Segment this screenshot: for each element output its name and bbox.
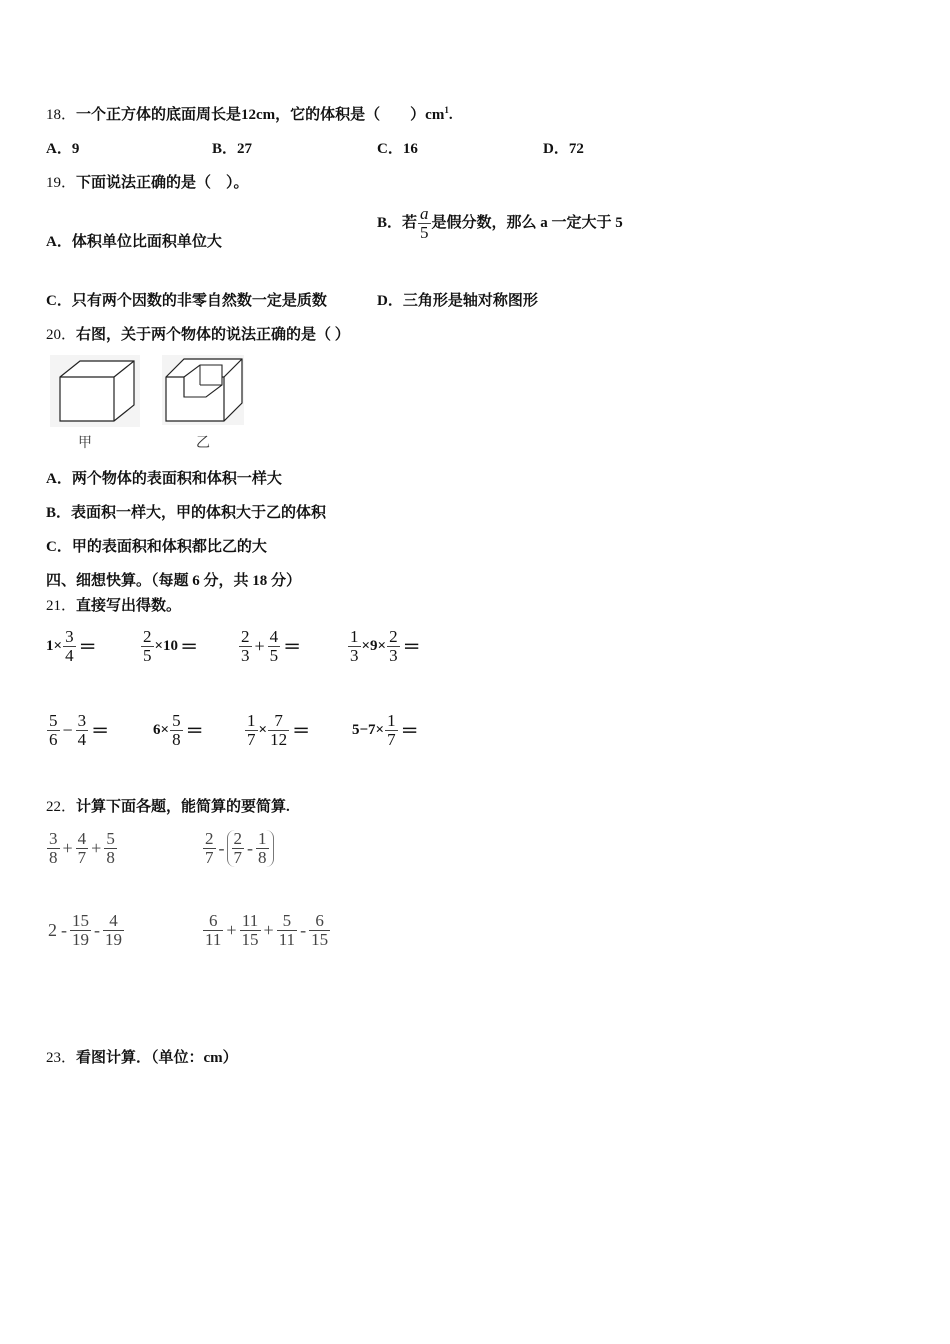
- fraction: [268, 712, 289, 749]
- numerator: 6: [203, 912, 223, 931]
- q19-option-a[interactable]: [46, 230, 222, 251]
- figure-label-jia: 甲: [78, 435, 92, 451]
- superscript: 1: [444, 105, 449, 115]
- question-22: [46, 795, 290, 816]
- q21-expr-3: [238, 628, 303, 665]
- numerator: 4: [103, 912, 124, 931]
- question-text: 一个正方体的底面周长是12cm，它的体积是（ ）cm: [76, 107, 445, 123]
- q22-calc-1: [46, 830, 118, 867]
- equals: ＝: [91, 721, 110, 742]
- option-label: D．: [543, 141, 569, 157]
- denominator: 5: [143, 645, 152, 665]
- question-19: [46, 171, 249, 192]
- numerator: 7: [268, 712, 289, 731]
- denominator: 7: [233, 847, 242, 867]
- fraction: [232, 830, 245, 867]
- question-20: [46, 323, 350, 344]
- q21-expr-1: [46, 628, 99, 665]
- operator: -: [247, 837, 253, 858]
- fraction: [76, 830, 89, 867]
- fraction: [239, 628, 252, 665]
- operator: -: [94, 919, 100, 940]
- cube-figure-jia: [50, 355, 140, 427]
- fraction: [141, 628, 154, 665]
- option-post: 是假分数，那么 a 一定大于 5: [431, 214, 623, 231]
- operator: -: [218, 837, 225, 858]
- q22-calc-3: [46, 912, 125, 949]
- q19-option-c[interactable]: [46, 289, 327, 310]
- operator: +: [254, 635, 265, 656]
- question-text: 直接写出得数。: [76, 598, 182, 614]
- fraction: [203, 830, 216, 867]
- numerator: 4: [77, 829, 87, 848]
- denominator: 15: [241, 929, 259, 949]
- fraction: [63, 628, 76, 665]
- fraction: [309, 912, 330, 949]
- option-text: 体积单位比面积单位大: [71, 234, 222, 250]
- option-label: B．: [212, 141, 238, 157]
- q18-option-a[interactable]: [46, 137, 79, 158]
- fraction: [256, 830, 269, 867]
- numerator: 3: [77, 711, 87, 730]
- numerator: a: [420, 204, 429, 223]
- expr-prefix: 6×: [153, 721, 170, 738]
- denominator: 8: [258, 847, 267, 867]
- fraction: [240, 912, 261, 949]
- denominator: 19: [72, 929, 89, 949]
- question-text: 计算下面各题，能简算的要简算.: [76, 799, 290, 815]
- parentheses: [227, 830, 274, 867]
- option-text: 甲的表面积和体积都比乙的大: [71, 539, 267, 555]
- question-number: 21．: [46, 598, 77, 614]
- operator: ×: [258, 721, 268, 738]
- option-value: 27: [237, 141, 253, 157]
- fraction: [76, 712, 89, 749]
- numerator: 4: [269, 627, 279, 646]
- option-value: 16: [402, 141, 418, 157]
- numerator: 1: [350, 627, 359, 646]
- fraction: [385, 712, 398, 749]
- equals: ＝: [78, 637, 97, 658]
- q18-option-d[interactable]: [543, 137, 584, 158]
- cube-figure-yi: [162, 355, 244, 425]
- fraction: [103, 912, 124, 949]
- option-label: C．: [46, 539, 72, 555]
- numerator: 2: [233, 829, 242, 848]
- fraction: [70, 912, 91, 949]
- denominator: 12: [270, 729, 288, 749]
- denominator: 19: [105, 929, 122, 949]
- option-text: 三角形是轴对称图形: [402, 293, 538, 309]
- numerator: 3: [49, 829, 58, 848]
- numerator: 3: [65, 627, 74, 646]
- denominator: 11: [205, 929, 222, 949]
- option-text: 两个物体的表面积和体积一样大: [71, 471, 282, 487]
- whole-number: 2: [48, 919, 57, 940]
- q21-expr-4: [347, 628, 423, 665]
- fraction: [387, 628, 400, 665]
- expr-suffix: ×10: [154, 637, 179, 654]
- denominator: 6: [49, 729, 58, 749]
- numerator: 2: [241, 627, 250, 646]
- option-pre: 若: [402, 214, 418, 231]
- option-value: 9: [71, 141, 80, 157]
- denominator: 8: [172, 729, 181, 749]
- numerator: 5: [277, 912, 297, 931]
- question-number: 23．: [46, 1050, 77, 1066]
- fraction: [203, 912, 223, 949]
- operator: +: [263, 919, 274, 940]
- denominator: 7: [387, 729, 396, 749]
- denominator: 8: [106, 847, 115, 867]
- fraction: [104, 830, 117, 867]
- denominator: 11: [278, 929, 296, 949]
- option-text: 表面积一样大，甲的体积大于乙的体积: [71, 505, 327, 521]
- fraction: [418, 205, 431, 242]
- question-21: [46, 594, 181, 615]
- option-value: 72: [568, 141, 584, 157]
- numerator: 1: [258, 829, 267, 848]
- equals: ＝: [283, 637, 302, 658]
- question-end: .: [448, 107, 453, 123]
- option-label: D．: [377, 293, 403, 309]
- expr-prefix: 5−7×: [352, 721, 385, 738]
- operator: +: [62, 837, 73, 858]
- q19-option-b[interactable]: [377, 205, 623, 242]
- section-heading: 四、细想快算。（每题 6 分，共 18 分）: [46, 573, 302, 589]
- equals: ＝: [402, 637, 421, 658]
- question-number: 18．: [46, 107, 77, 123]
- numerator: 6: [309, 912, 330, 931]
- equals: ＝: [292, 721, 311, 742]
- option-text: 只有两个因数的非零自然数一定是质数: [71, 293, 327, 309]
- q19-option-d[interactable]: [377, 289, 538, 310]
- question-number: 19．: [46, 175, 77, 191]
- figure-label-yi: 乙: [196, 435, 210, 451]
- equals: ＝: [180, 637, 199, 658]
- fraction: [47, 830, 60, 867]
- denominator: 7: [77, 847, 87, 867]
- denominator: 4: [65, 645, 74, 665]
- operator: −: [62, 719, 73, 740]
- q21-expr-5: [46, 712, 111, 749]
- q20-option-c[interactable]: [46, 535, 267, 556]
- numerator: 5: [49, 711, 58, 730]
- question-text: 右图，关于两个物体的说法正确的是（ ）: [76, 327, 350, 343]
- q21-expr-8: [352, 712, 421, 749]
- fraction: [348, 628, 361, 665]
- numerator: 1: [387, 711, 396, 730]
- denominator: 5: [269, 645, 279, 665]
- equals: ＝: [185, 721, 204, 742]
- question-18: [46, 103, 453, 124]
- option-label: B．: [46, 505, 72, 521]
- q21-expr-7: [244, 712, 312, 749]
- q21-expr-2: [140, 628, 200, 665]
- option-label: C．: [377, 141, 403, 157]
- fraction: [277, 912, 297, 949]
- option-label: B．: [377, 214, 403, 231]
- expr-prefix: 1×: [46, 637, 63, 654]
- numerator: 2: [205, 829, 214, 848]
- q20-option-a[interactable]: [46, 467, 282, 488]
- denominator: 8: [49, 847, 58, 867]
- expr-middle: ×9×: [361, 637, 387, 654]
- operator: +: [91, 837, 102, 858]
- denominator: 7: [205, 847, 214, 867]
- operator: +: [226, 919, 237, 940]
- q18-option-c[interactable]: [377, 137, 418, 158]
- numerator: 5: [106, 829, 115, 848]
- q18-option-b[interactable]: [212, 137, 252, 158]
- denominator: 7: [247, 729, 256, 749]
- question-23: [46, 1046, 238, 1067]
- question-text: 看图计算．（单位：cm）: [76, 1050, 238, 1066]
- fraction: [268, 628, 281, 665]
- denominator: 15: [311, 929, 329, 949]
- denominator: 3: [241, 645, 250, 665]
- numerator: 1: [247, 711, 256, 730]
- denominator: 3: [389, 645, 398, 665]
- q22-calc-4: [202, 912, 331, 949]
- operator: -: [61, 919, 67, 940]
- operator: -: [300, 919, 307, 940]
- numerator: 2: [143, 627, 152, 646]
- q22-calc-2: [202, 830, 274, 867]
- q21-expr-6: [153, 712, 206, 749]
- numerator: 11: [240, 912, 261, 931]
- numerator: 15: [72, 911, 89, 930]
- equals: ＝: [400, 721, 419, 742]
- denominator: 4: [77, 729, 87, 749]
- option-label: A．: [46, 471, 72, 487]
- fraction: [170, 712, 183, 749]
- fraction: [47, 712, 60, 749]
- fraction: [245, 712, 258, 749]
- numerator: 2: [389, 627, 398, 646]
- option-label: C．: [46, 293, 72, 309]
- question-number: 22．: [46, 799, 77, 815]
- question-number: 20．: [46, 327, 77, 343]
- denominator: 5: [420, 222, 429, 242]
- option-label: A．: [46, 234, 72, 250]
- denominator: 3: [350, 645, 359, 665]
- question-text: 下面说法正确的是（ ）。: [76, 175, 249, 191]
- option-label: A．: [46, 141, 72, 157]
- numerator: 5: [172, 711, 181, 730]
- q20-option-b[interactable]: [46, 501, 326, 522]
